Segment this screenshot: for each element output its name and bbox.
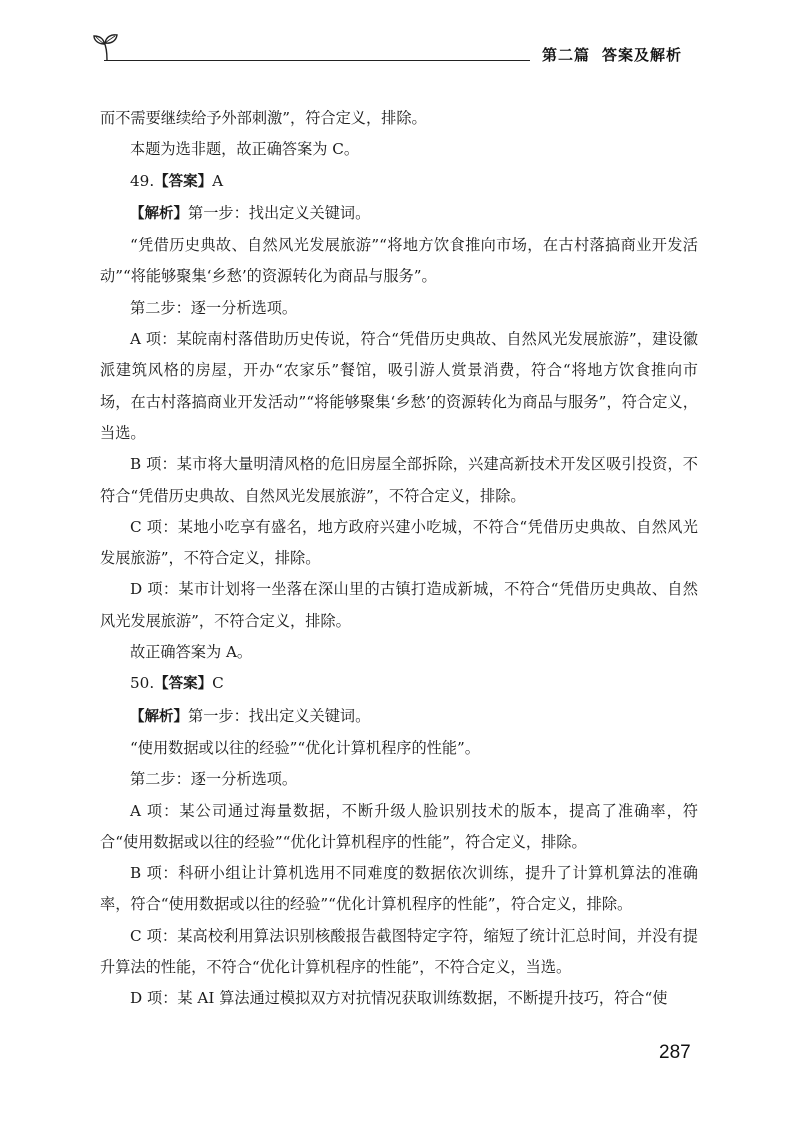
option-a: A 项：某公司通过海量数据，不断升级人脸识别技术的版本，提高了准确率，符合“使用数据或以往的经验”“优化计算机程序的性能”，符合定义，排除。 [100, 801, 698, 851]
page-number: 287 [659, 1042, 691, 1063]
option-d: D 项：某市计划将一坐落在深山里的古镇打造成新城，不符合“凭借历史典故、自然风光发展旅游”，不符合定义，排除。 [100, 580, 698, 630]
question-number: 50. [130, 674, 155, 693]
option-c: C 项：某高校利用算法识别核酸报告截图特定字符，缩短了统计汇总时间，并没有提升算法的性能，不符合“优化计算机程序的性能”，不符合定义，当选。 [100, 926, 698, 977]
page-body [100, 103, 698, 1015]
paragraph: 第二步：逐一分析选项。 [130, 298, 298, 317]
section-name: 答案及解析 [602, 46, 683, 64]
analysis-text: 第一步：找出定义关键词。 [188, 203, 371, 222]
paragraph: 本题为选非题，故正确答案为 C。 [130, 140, 360, 159]
answer-line-49 [100, 166, 698, 198]
section-title [542, 44, 682, 65]
sprout-icon [90, 30, 124, 64]
answer-tag: 【答案】 [154, 676, 213, 693]
paragraph: 而不需要继续给予外部刺激”，符合定义，排除。 [100, 109, 427, 127]
analysis-line [100, 701, 698, 733]
paragraph: 第二步：逐一分析选项。 [130, 770, 298, 789]
paragraph: “凭借历史典故、自然风光发展旅游”“将地方饮食推向市场，在古村落搞商业开发活动”“将能够聚集‘乡愁’的资源转化为商品与服务”。 [100, 236, 698, 286]
analysis-line [100, 198, 698, 230]
answer-value: C [212, 674, 224, 693]
page-header [0, 0, 800, 80]
question-number: 49. [130, 171, 155, 190]
analysis-text: 第一步：找出定义关键词。 [188, 706, 371, 725]
option-b: B 项：某市将大量明清风格的危旧房屋全部拆除，兴建高新技术开发区吸引投资，不符合“凭借历史典故、自然风光发展旅游”，不符合定义，排除。 [100, 455, 698, 505]
option-d: D 项：某 AI 算法通过模拟双方对抗情况获取训练数据，不断提升技巧，符合“使 [130, 989, 668, 1008]
answer-value: A [212, 171, 224, 190]
option-c: C 项：某地小吃享有盛名，地方政府兴建小吃城，不符合“凭借历史典故、自然风光发展旅游”，不符合定义，排除。 [100, 517, 698, 568]
answer-line-50 [100, 668, 698, 700]
option-b: B 项：科研小组让计算机选用不同难度的数据依次训练，提升了计算机算法的准确率，符合“使用数据或以往的经验”“优化计算机程序的性能”，符合定义，排除。 [100, 864, 698, 914]
conclusion: 故正确答案为 A。 [130, 643, 253, 662]
section-part: 第二篇 [542, 46, 591, 64]
analysis-tag: 【解析】 [130, 708, 188, 725]
analysis-tag: 【解析】 [130, 205, 188, 222]
option-a: A 项：某皖南村落借助历史传说，符合“凭借历史典故、自然风光发展旅游”，建设徽派建筑风格的房屋，开办“农家乐”餐馆，吸引游人赏景消费，符合“将地方饮食推向市场，在古村落搞商业开发活动”“将能够聚集‘乡愁’的资源转化为商品与服务”，符合定义，当选。 [100, 330, 698, 442]
paragraph: “使用数据或以往的经验”“优化计算机程序的性能”。 [130, 738, 480, 757]
header-rule [104, 60, 530, 61]
answer-tag: 【答案】 [154, 173, 213, 190]
